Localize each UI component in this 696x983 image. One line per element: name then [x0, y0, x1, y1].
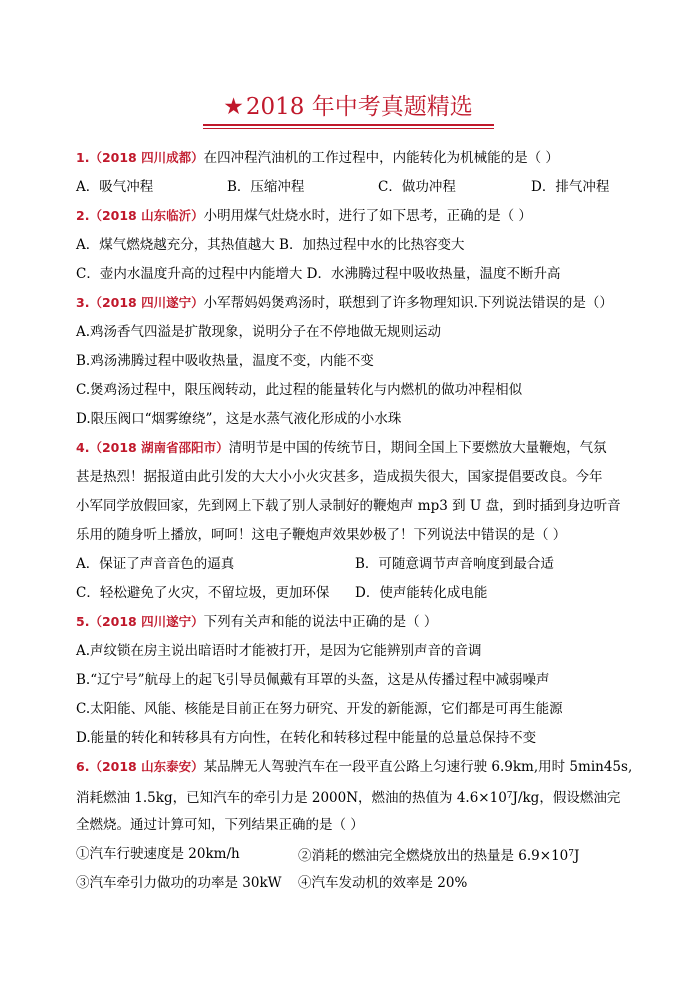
title-underline-thin: [203, 128, 494, 129]
option-c: C.太阳能、风能、核能是目前正在努力研究、开发的新能源，它们都是可再生能源: [76, 701, 563, 717]
option-c: C．轻松避免了火灾，不留垃圾，更加环保: [76, 585, 330, 601]
option-ab: A．煤气燃烧越充分，其热值越大 B．加热过程中水的比热容变大: [76, 237, 465, 253]
question-4-stem-line-3: 小军同学放假回家，先到网上下载了别人录制好的鞭炮声 mp3 到 U 盘，到时插到身边听音: [76, 498, 621, 514]
page-title: [223, 92, 472, 122]
option-b: B．压缩冲程: [227, 179, 305, 195]
option-a: A．保证了声音音色的逼真: [76, 556, 235, 572]
question-6-stem-line-3: 全燃烧。通过计算可知，下列结果正确的是（ ）: [76, 817, 364, 833]
question-text: 小明用煤气灶烧水时，进行了如下思考，正确的是（ ）: [203, 208, 532, 224]
exponent: 7: [506, 791, 513, 801]
option-3: ③汽车牵引力做功的功率是 30kW: [76, 875, 282, 891]
question-6-stem: [76, 756, 646, 785]
option-4: ④汽车发动机的效率是 20%: [298, 875, 468, 891]
option-d: D．使声能转化成电能: [355, 585, 488, 601]
title-underline: [203, 124, 494, 126]
question-4-stem-line-2: 甚是热烈！据报道由此引发的大大小小火灾甚多，造成损失很大，国家提倡要改良。今年: [76, 469, 603, 485]
question-source: （2018 四川遂宁）: [89, 614, 204, 629]
question-number: 5.: [76, 614, 90, 629]
question-text: 清明节是中国的传统节日，期间全国上下要燃放大量鞭炮，气氛: [228, 440, 607, 456]
question-1-options: [76, 176, 646, 205]
option-2: ②消耗的燃油完全燃烧放出的热量是 $6.9\times 10^7J$: [298, 848, 580, 864]
option-b: B.“辽宁号”航母上的起飞引导员佩戴有耳罩的头盔，这是从传播过程中减弱噪声: [76, 672, 550, 688]
question-source: （2018 山东临沂）: [89, 208, 204, 223]
option-d: D．排气冲程: [531, 179, 610, 195]
question-3-stem: [76, 292, 646, 321]
option-b: B．可随意调节声音响度到最合适: [355, 556, 554, 572]
question-text: 下列有关声和能的说法中正确的是（ ）: [203, 614, 438, 630]
question-4-options-ab: [76, 553, 646, 582]
question-6-stem-line-2: 消耗燃油 1.5kg，已知汽车的牵引力是 2000N，燃油的热值为 $4.6\times 10^7J/kg$，假设燃油完: [76, 790, 621, 806]
option-c: C.煲鸡汤过程中，限压阀转动，此过程的能量转化与内燃机的做功冲程相似: [76, 382, 523, 398]
question-source: （2018 四川成都）: [89, 150, 204, 165]
question-number: 2.: [76, 208, 90, 223]
question-number: 1.: [76, 150, 90, 165]
option-a: A.鸡汤香气四溢是扩散现象，说明分子在不停地做无规则运动: [76, 324, 442, 340]
question-1-stem: [76, 147, 646, 176]
question-list: [76, 147, 646, 901]
question-6-options-34: [76, 872, 646, 901]
option-1: ①汽车行驶速度是 20km/h: [76, 846, 240, 862]
question-text: 在四冲程汽油机的工作过程中，内能转化为机械能的是（ ）: [203, 150, 559, 166]
option-d: D.能量的转化和转移具有方向性，在转化和转移过程中能量的总量总保持不变: [76, 730, 537, 746]
question-4-options-cd: [76, 582, 646, 611]
question-number: 6.: [76, 759, 90, 774]
option-c: C．做功冲程: [378, 179, 456, 195]
question-number: 3.: [76, 295, 90, 310]
question-6-options-12: [76, 843, 646, 872]
question-4-stem-line-4: 乐用的随身听上播放，呵呵！这电子鞭炮声效果妙极了！下列说法中错误的是（ ）: [76, 527, 567, 543]
option-b: B.鸡汤沸腾过程中吸收热量，温度不变，内能不变: [76, 353, 374, 369]
question-text: 小军帮妈妈煲鸡汤时，联想到了许多物理知识.下列说法错误的是（）: [203, 295, 613, 311]
question-4-stem: [76, 437, 646, 466]
option-d: D.限压阀口“烟雾缭绕”，这是水蒸气液化形成的小水珠: [76, 411, 402, 427]
option-cd: C．壶内水温度升高的过程中内能增大 D．水沸腾过程中吸收热量，温度不断升高: [76, 266, 561, 282]
title-block: [0, 92, 696, 122]
question-number: 4.: [76, 440, 90, 455]
exponent: 7: [568, 849, 574, 859]
option-a: A．吸气冲程: [76, 179, 154, 195]
question-source: （2018 山东泰安）: [89, 759, 204, 774]
question-2-stem: [76, 205, 646, 234]
question-source: （2018 四川遂宁）: [89, 295, 204, 310]
option-a: A.声纹锁在房主说出暗语时才能被打开，是因为它能辨别声音的音调: [76, 643, 482, 659]
star-icon: ★: [223, 94, 244, 120]
question-text: 某品牌无人驾驶汽车在一段平直公路上匀速行驶 6.9km,用时 5min45s,: [203, 759, 633, 775]
question-source: （2018 湖南省邵阳市）: [89, 440, 229, 455]
title-text: 2018 年中考真题精选: [245, 94, 473, 120]
question-5-stem: [76, 611, 646, 640]
